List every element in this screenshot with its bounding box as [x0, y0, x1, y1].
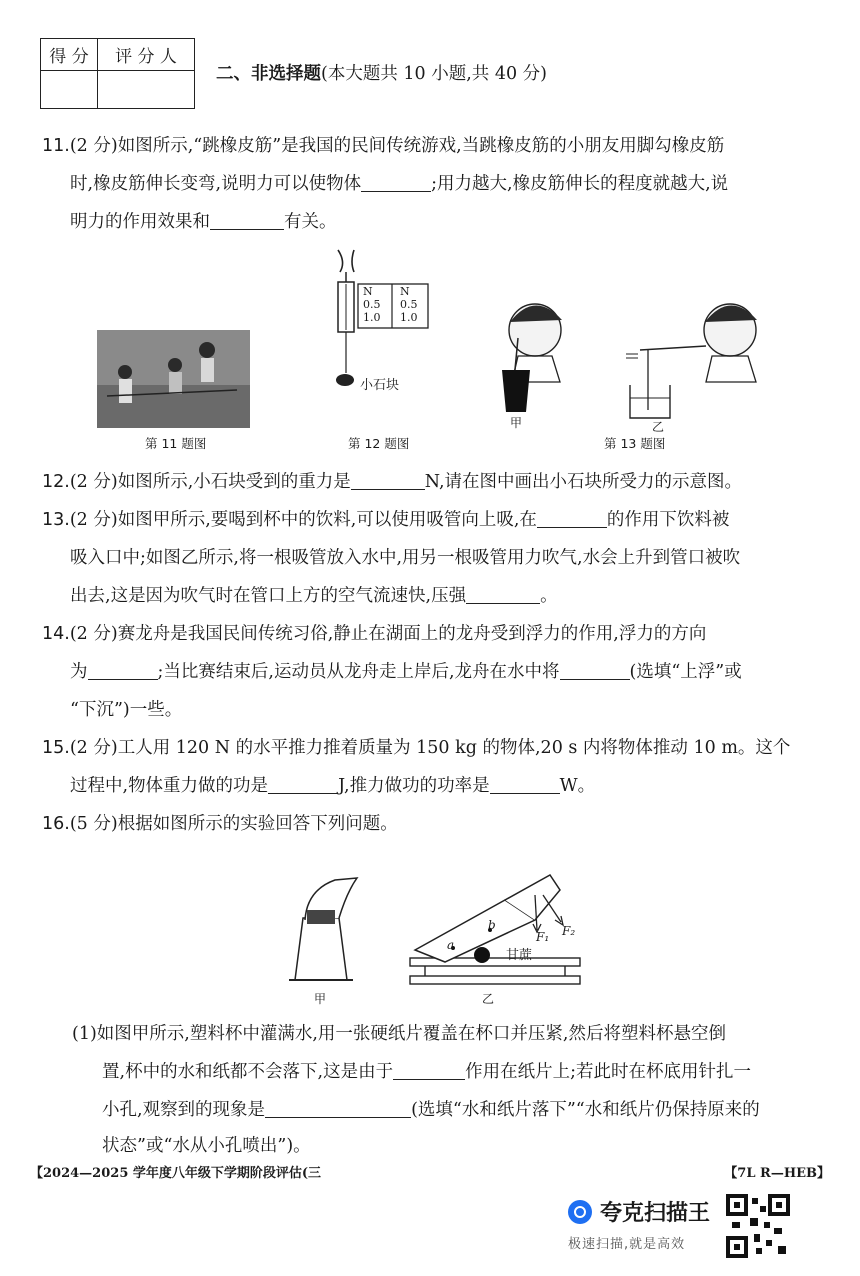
q15-line1: 15.(2 分)工人用 120 N 的水平推力推着质量为 150 kg 的物体,20 s 内将物体推动 10 m。这个: [42, 738, 791, 758]
fig11-caption: 第 11 题图: [145, 436, 207, 451]
q12-line: 12.(2 分)如图所示,小石块受到的重力是 N,请在图中画出小石块所受力的示意图。: [42, 472, 743, 492]
scanner-watermark: [568, 1196, 710, 1252]
fig12-caption: 第 12 题图: [348, 436, 410, 451]
answer-blank[interactable]: [466, 585, 540, 604]
answer-blank[interactable]: [537, 509, 607, 528]
point-b-label: b: [488, 918, 496, 932]
rubber-band-photo: [97, 330, 250, 428]
page-footer: [30, 1162, 830, 1181]
point-a-label: a: [447, 938, 455, 952]
q11-line1: 11.(2 分)如图所示,“跳橡皮筋”是我国的民间传统游戏,当跳橡皮筋的小朋友用脚勾橡皮筋: [42, 136, 725, 156]
grader-cell[interactable]: [98, 71, 195, 109]
q16-sub1-line3: 小孔,观察到的现象是 (选填“水和纸片落下”“水和纸片仍保持原来的: [102, 1100, 760, 1120]
fig16-yi-label: 乙: [482, 992, 495, 1006]
q14-line2: 为 ;当比赛结束后,运动员从龙舟走上岸后,龙舟在水中将 (选填“上浮”或: [70, 662, 742, 682]
section-title: 二、非选择题: [216, 64, 321, 84]
fig13-yi-label: 乙: [652, 420, 665, 434]
answer-blank[interactable]: [361, 173, 431, 192]
score-table: [40, 38, 195, 109]
fig16-jia-label: 甲: [314, 992, 327, 1006]
q13-line1: 13.(2 分)如图甲所示,要喝到杯中的饮料,可以使用吸管向上吸,在 的作用下饮料被: [42, 510, 730, 530]
scale-readings-left: N 0.5 1.0: [363, 285, 381, 324]
section-heading: [216, 60, 547, 85]
force-f1-label: F₁: [536, 930, 550, 944]
q13-line3: 出去,这是因为吹气时在管口上方的空气流速快,压强 。: [70, 586, 558, 606]
answer-blank[interactable]: [560, 661, 630, 680]
q16-sub1-line2: 置,杯中的水和纸都不会落下,这是由于 作用在纸片上;若此时在杯底用针扎一: [102, 1062, 752, 1082]
qr-code-icon: [726, 1194, 790, 1258]
answer-blank[interactable]: [351, 471, 425, 490]
straw-figure: [490, 290, 780, 430]
answer-blank[interactable]: [265, 1099, 411, 1118]
brand-slogan: 极速扫描,就是高效: [568, 1237, 686, 1252]
fig13-caption: 第 13 题图: [604, 436, 666, 451]
sugarcane-label: 甘蔗: [506, 948, 533, 963]
answer-blank[interactable]: [393, 1061, 465, 1080]
answer-blank[interactable]: [490, 775, 560, 794]
q15-line2: 过程中,物体重力做的功是 J,推力做功的功率是 W。: [70, 776, 596, 796]
q14-line3: “下沉”)一些。: [70, 700, 183, 720]
q16-sub1-line1: (1)如图甲所示,塑料杯中灌满水,用一张硬纸片覆盖在杯口并压紧,然后将塑料杯悬空倒: [72, 1024, 726, 1044]
q13-line2: 吸入口中;如图乙所示,将一根吸管放入水中,用另一根吸管用力吹气,水会上升到管口被吹: [70, 548, 741, 568]
fig13-jia-label: 甲: [510, 416, 523, 430]
footer-left: 【2024—2025 学年度八年级下学期阶段评估(三: [30, 1166, 322, 1181]
brand-name: 夸克扫描王: [600, 1201, 711, 1226]
section-note: (本大题共 10 小题,共 40 分): [321, 64, 548, 84]
answer-blank[interactable]: [88, 661, 158, 680]
stone-label: 小石块: [360, 378, 400, 393]
q16-line1: 16.(5 分)根据如图所示的实验回答下列问题。: [42, 814, 398, 834]
q16-sub1-line4: 状态”或“水从小孔喷出”)。: [102, 1136, 311, 1156]
answer-blank[interactable]: [268, 775, 338, 794]
q11-line3: 明力的作用效果和 有关。: [70, 212, 337, 232]
score-cell[interactable]: [41, 71, 98, 109]
footer-right: 【7L R—HEB】: [724, 1166, 830, 1181]
q14-line1: 14.(2 分)赛龙舟是我国民间传统习俗,静止在湖面上的龙舟受到浮力的作用,浮力的方向: [42, 624, 707, 644]
scale-readings-right: N 0.5 1.0: [400, 285, 418, 324]
grader-header: 评 分 人: [98, 39, 195, 71]
quark-logo-icon: [568, 1200, 592, 1224]
q11-line2: 时,橡皮筋伸长变弯,说明力可以使物体 ;用力越大,橡皮筋伸长的程度就越大,说: [70, 174, 729, 194]
force-f2-label: F₂: [562, 924, 576, 938]
answer-blank[interactable]: [210, 211, 284, 230]
score-header: 得 分: [41, 39, 98, 71]
experiment-figure: [285, 850, 585, 1000]
